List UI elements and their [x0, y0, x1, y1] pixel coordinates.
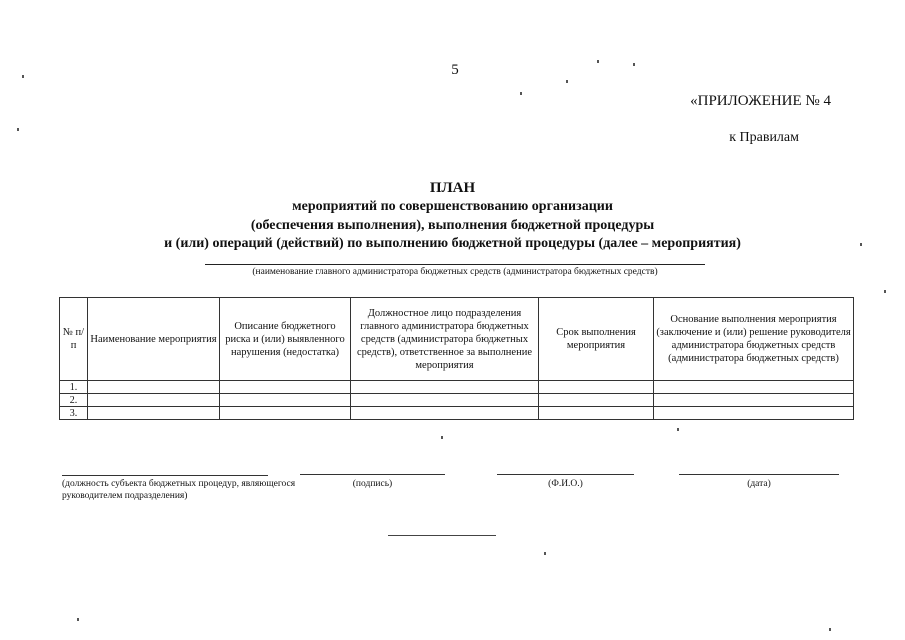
- full-name-line: [497, 474, 634, 475]
- signature-line: [300, 474, 445, 475]
- table-header-row: [60, 298, 854, 381]
- admin-name-caption: (наименование главного администратора бюджетных средств (администратора бюджетных средств): [252, 267, 658, 277]
- header-basis: Основание выполнения мероприятия (заключение и (или) решение руководителя администратора бюджетных средств (администратора бюджетных средств): [654, 298, 854, 381]
- table-cell[interactable]: [539, 394, 654, 407]
- scan-speck: [860, 243, 862, 246]
- scan-speck: [22, 75, 24, 78]
- table-cell[interactable]: [351, 381, 539, 394]
- header-number: № п/п: [60, 298, 88, 381]
- scan-speck: [829, 628, 831, 631]
- appendix-subtitle: к Правилам: [729, 130, 799, 145]
- row-number: 1.: [60, 381, 88, 394]
- scan-speck: [77, 618, 79, 621]
- table-cell[interactable]: [654, 381, 854, 394]
- plan-title: ПЛАН: [429, 180, 476, 196]
- date-line: [679, 474, 839, 475]
- table-row: [60, 407, 854, 420]
- table-cell[interactable]: [654, 407, 854, 420]
- table-row: [60, 381, 854, 394]
- scan-speck: [884, 290, 886, 293]
- scan-speck: [441, 436, 443, 439]
- table-row: [60, 394, 854, 407]
- table-cell[interactable]: [351, 394, 539, 407]
- scan-speck: [566, 80, 568, 83]
- full-name-caption: (Ф.И.О.): [548, 479, 583, 489]
- row-number: 3.: [60, 407, 88, 420]
- scan-speck: [597, 60, 599, 63]
- table-cell[interactable]: [220, 381, 351, 394]
- date-caption: (дата): [747, 479, 771, 489]
- table-cell[interactable]: [220, 407, 351, 420]
- scan-speck: [633, 63, 635, 66]
- appendix-title: «ПРИЛОЖЕНИЕ № 4: [690, 93, 831, 109]
- position-signature-line: [62, 475, 268, 476]
- table-cell[interactable]: [654, 394, 854, 407]
- table-cell[interactable]: [351, 407, 539, 420]
- plan-table: [59, 297, 854, 420]
- header-responsible-official: Должностное лицо подразделения главного администратора бюджетных средств (администратора бюджетных средств), ответственное за выполнение мероприятия: [351, 298, 539, 381]
- position-caption: (должность субъекта бюджетных процедур, являющегося руководителем подразделения): [62, 479, 296, 501]
- signature-caption: (подпись): [352, 479, 393, 489]
- plan-title-line-2: (обеспечения выполнения), выполнения бюджетной процедуры: [250, 217, 655, 233]
- admin-name-line: [205, 264, 705, 265]
- header-risk-description: Описание бюджетного риска и (или) выявленного нарушения (недостатка): [220, 298, 351, 381]
- scan-speck: [677, 428, 679, 431]
- header-deadline: Срок выполнения мероприятия: [539, 298, 654, 381]
- page-number: 5: [451, 62, 459, 78]
- bottom-divider-line: [388, 535, 496, 536]
- table-cell[interactable]: [88, 394, 220, 407]
- table-cell[interactable]: [88, 381, 220, 394]
- plan-title-block: [0, 179, 905, 254]
- scan-speck: [17, 128, 19, 131]
- plan-title-line-3: и (или) операций (действий) по выполнению бюджетной процедуры (далее – мероприятия): [164, 236, 741, 251]
- table-cell[interactable]: [88, 407, 220, 420]
- scan-speck: [544, 552, 546, 555]
- row-number: 2.: [60, 394, 88, 407]
- scan-speck: [520, 92, 522, 95]
- table-cell[interactable]: [539, 381, 654, 394]
- table-cell[interactable]: [220, 394, 351, 407]
- table-cell[interactable]: [539, 407, 654, 420]
- header-activity-name: Наименование мероприятия: [88, 298, 220, 381]
- plan-title-line-1: мероприятий по совершенствованию организации: [292, 199, 613, 214]
